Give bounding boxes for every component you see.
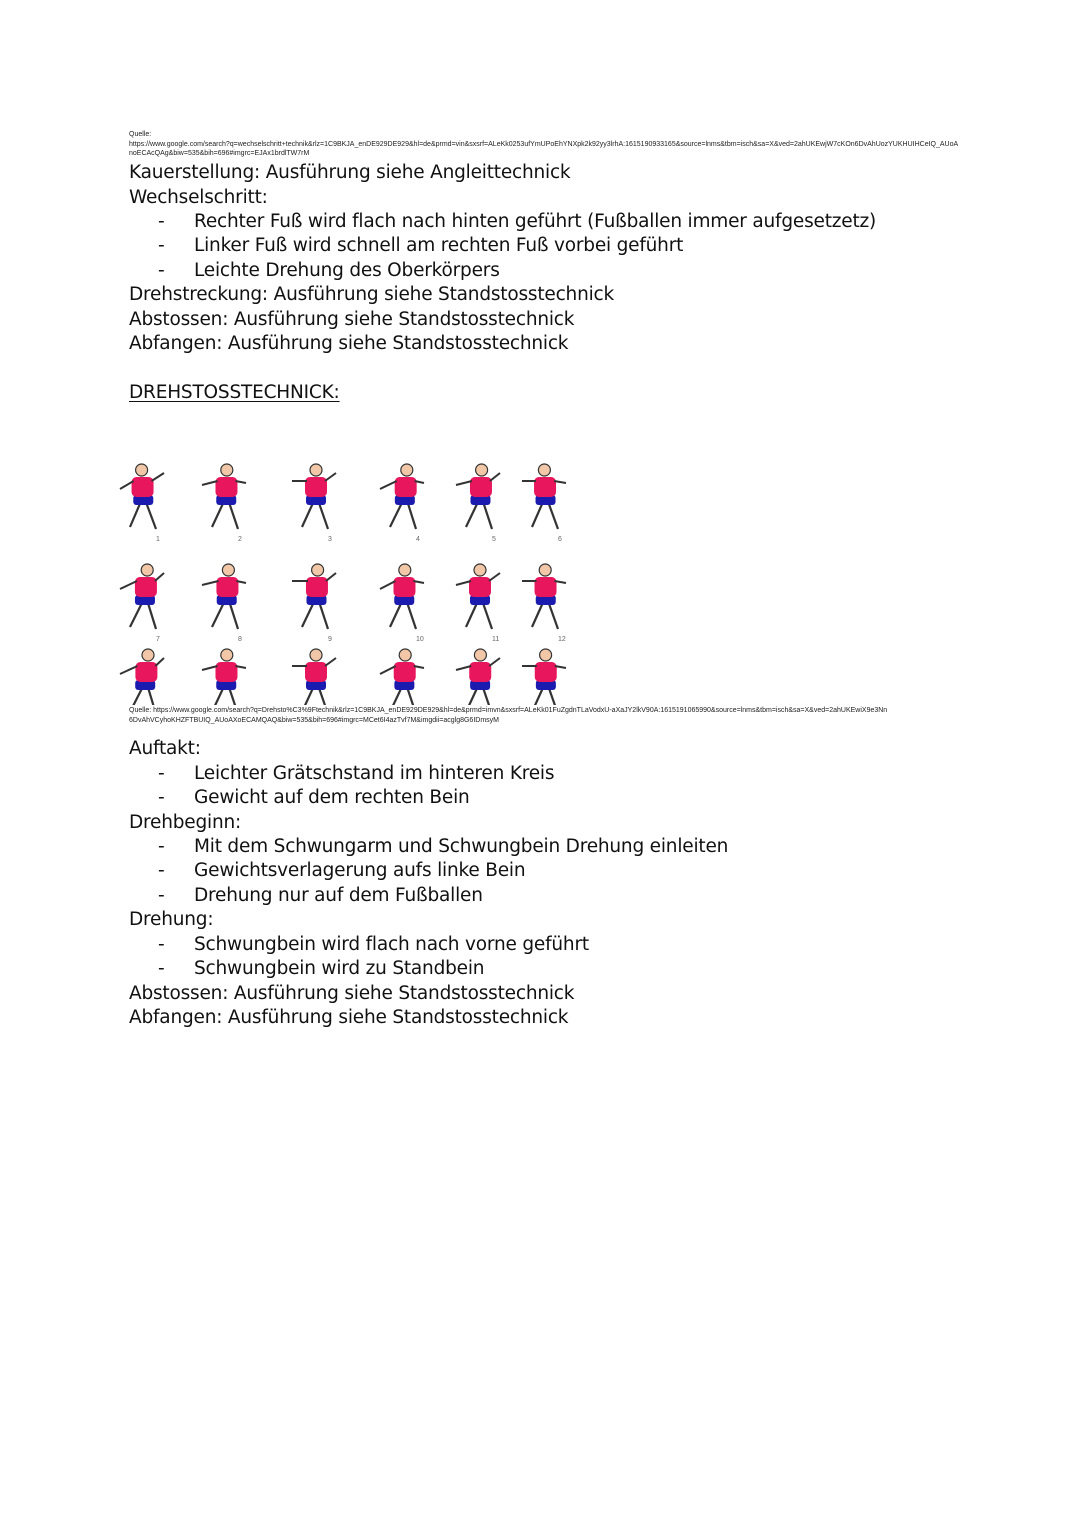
- kauerstellung-line: Kauerstellung: Ausführung siehe Angleittechnick: [129, 162, 571, 183]
- frame-number: 3: [328, 536, 332, 543]
- bullet-marker: -: [158, 934, 165, 955]
- frame-number: 5: [492, 536, 496, 543]
- frame-number: 4: [416, 536, 420, 543]
- list-item: Gewicht auf dem rechten Bein: [194, 787, 470, 808]
- abstossen-line-2: Abstossen: Ausführung siehe Standstosstechnick: [129, 983, 575, 1004]
- athlete-pose-17: [456, 649, 500, 705]
- list-item: Rechter Fuß wird flach nach hinten geführt (Fußballen immer aufgesetzetz): [194, 211, 877, 232]
- source-label: Quelle:: [129, 131, 152, 138]
- athlete-pose-3: [292, 464, 336, 529]
- drehstoss-sequence-illustration: [116, 430, 586, 705]
- bullet-marker: -: [158, 885, 165, 906]
- athlete-pose-8: [202, 564, 246, 629]
- athlete-pose-14: [202, 649, 246, 705]
- athlete-pose-5: [456, 464, 500, 529]
- athlete-pose-2: [202, 464, 246, 529]
- list-item: Leichter Grätschstand im hinteren Kreis: [194, 763, 555, 784]
- athlete-pose-6: [522, 464, 566, 529]
- athlete-pose-18: [522, 649, 566, 705]
- source-label: Quelle:: [129, 707, 152, 714]
- list-item: Schwungbein wird zu Standbein: [194, 958, 485, 979]
- section-heading-drehstosstechnick: DREHSTOSSTECHNICK:: [129, 382, 340, 403]
- bullet-marker: -: [158, 836, 165, 857]
- abfangen-line: Abfangen: Ausführung siehe Standstosstechnick: [129, 333, 569, 354]
- athlete-pose-13: [120, 649, 164, 705]
- frame-number: 1: [156, 536, 160, 543]
- drehbeginn-title: Drehbeginn:: [129, 812, 242, 833]
- frame-number: 7: [156, 636, 160, 643]
- athlete-pose-12: [522, 564, 566, 629]
- list-item: Schwungbein wird flach nach vorne geführt: [194, 934, 589, 955]
- frame-number: 12: [558, 636, 566, 643]
- athlete-pose-16: [380, 649, 424, 705]
- athlete-pose-10: [380, 564, 424, 629]
- athlete-pose-1: [120, 464, 164, 529]
- frame-number: 9: [328, 636, 332, 643]
- athlete-pose-7: [120, 564, 164, 629]
- bullet-marker: -: [158, 211, 165, 232]
- athlete-pose-9: [292, 564, 336, 629]
- abfangen-line-2: Abfangen: Ausführung siehe Standstosstechnick: [129, 1007, 569, 1028]
- frame-number: 11: [492, 636, 500, 643]
- frame-number: 2: [238, 536, 242, 543]
- abstossen-line: Abstossen: Ausführung siehe Standstosstechnick: [129, 309, 575, 330]
- bullet-marker: -: [158, 958, 165, 979]
- source-citation-2: [129, 706, 889, 725]
- athlete-pose-15: [292, 649, 336, 705]
- drehung-title: Drehung:: [129, 909, 214, 930]
- list-item: Linker Fuß wird schnell am rechten Fuß vorbei geführt: [194, 235, 684, 256]
- source-url: https://www.google.com/search?q=Drehsto%C3%9Ftechnik&rlz=1C9BKJA_enDE929DE929&hl=de&prmd=imvn&sxsrf=ALeKk01FuZgdnTLaVodxU-aXaJY2lkV90A:1615191065990&source=lnms&tbm=isch&sa=X&ved=2ahUKEwiX9e3Nn6DvAhVCyhoKHZFTBUIQ_AUoAXoECAMQAQ&biw=535&bih=696#imgrc=MCet6I4azTvf7M&imgdii=acglg8G6IDmsyM: [129, 707, 888, 724]
- frame-number: 8: [238, 636, 242, 643]
- frame-number: 10: [416, 636, 424, 643]
- bullet-marker: -: [158, 763, 165, 784]
- list-item: Mit dem Schwungarm und Schwungbein Drehung einleiten: [194, 836, 729, 857]
- source-citation-1: [129, 130, 959, 159]
- list-item: Leichte Drehung des Oberkörpers: [194, 260, 500, 281]
- auftakt-title: Auftakt:: [129, 738, 201, 759]
- wechselschritt-title: Wechselschritt:: [129, 187, 268, 208]
- athlete-pose-4: [380, 464, 424, 529]
- drehstreckung-line: Drehstreckung: Ausführung siehe Standstosstechnick: [129, 284, 615, 305]
- source-url: https://www.google.com/search?q=wechselschritt+technik&rlz=1C9BKJA_enDE929DE929&hl=de&prmd=vin&sxsrf=ALeKk0253ufYmUPoEhYNXpk2k92yy3lrhA:1615190933165&source=lnms&tbm=isch&sa=X&ved=2ahUKEwjW7cKOn6DvAhUozYUKHUIHCeIQ_AUoAnoECAcQAg&biw=535&bih=696#imgrc=EJAx1brdlTW7rM: [129, 140, 959, 157]
- list-item: Gewichtsverlagerung aufs linke Bein: [194, 860, 526, 881]
- list-item: Drehung nur auf dem Fußballen: [194, 885, 483, 906]
- bullet-marker: -: [158, 787, 165, 808]
- bullet-marker: -: [158, 260, 165, 281]
- athlete-pose-11: [456, 564, 500, 629]
- bullet-marker: -: [158, 860, 165, 881]
- frame-number: 6: [558, 536, 562, 543]
- bullet-marker: -: [158, 235, 165, 256]
